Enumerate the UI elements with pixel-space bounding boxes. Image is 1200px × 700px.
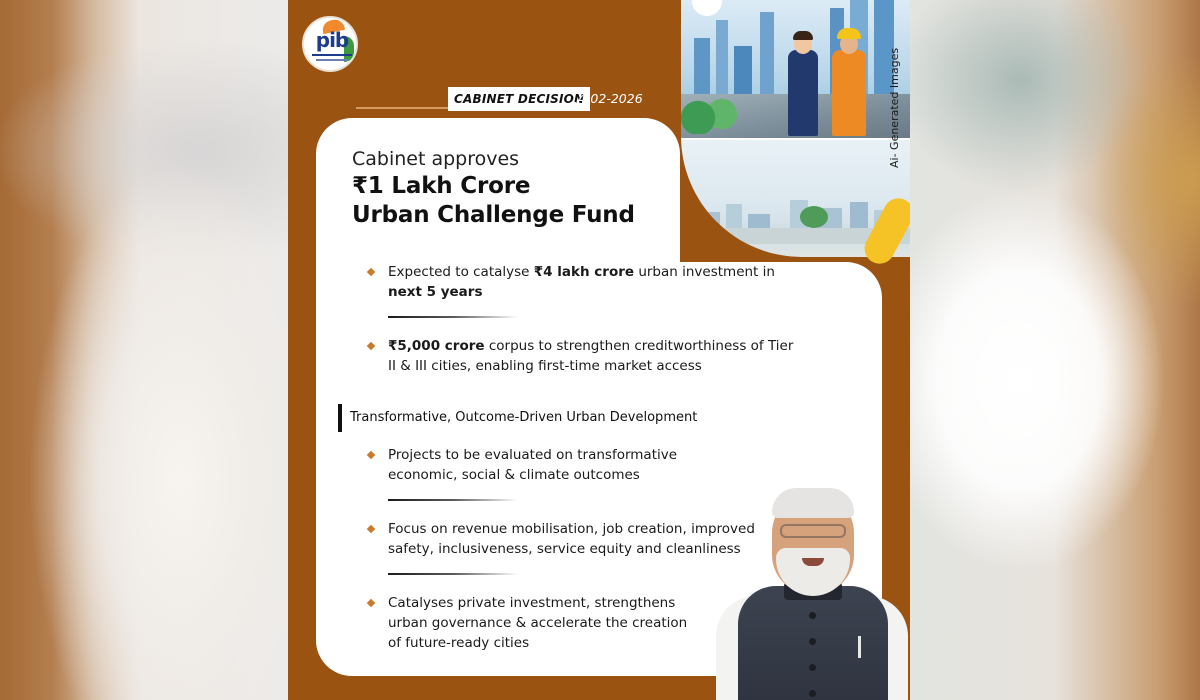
bullet-diamond-icon bbox=[367, 599, 375, 607]
blurred-backdrop-right bbox=[910, 0, 1200, 700]
highlight-item bbox=[366, 262, 796, 302]
vest-button bbox=[809, 690, 816, 697]
bullet-diamond-icon bbox=[367, 451, 375, 459]
cabinet-decision-badge: CABINET DECISION bbox=[448, 87, 590, 111]
separator bbox=[388, 573, 518, 575]
bold-run: ₹4 lakh crore bbox=[533, 264, 635, 280]
item-text: Catalyses private investment, strengthens urban governance & accelerate the creation of future-ready cities bbox=[388, 595, 688, 651]
tree bbox=[800, 206, 828, 228]
vest-button bbox=[809, 664, 816, 671]
ai-city-illustration bbox=[680, 0, 910, 258]
building bbox=[760, 12, 774, 98]
section-item bbox=[366, 445, 696, 485]
bold-run: next 5 years bbox=[388, 284, 483, 300]
text-run: corpus to strengthen creditworthiness of Tier II & III cities, enabling first-time market access bbox=[388, 338, 794, 374]
section-list bbox=[366, 445, 755, 653]
bullet-diamond-icon bbox=[367, 525, 375, 533]
title-prefix: Cabinet approves bbox=[352, 148, 520, 170]
vest-button bbox=[809, 638, 816, 645]
building bbox=[734, 46, 752, 98]
item-text: Projects to be evaluated on transformative economic, social & climate outcomes bbox=[388, 447, 678, 483]
highlight-item bbox=[366, 336, 796, 376]
text-run: Expected to catalyse bbox=[388, 264, 534, 280]
businessman-figure bbox=[788, 50, 818, 136]
portrait-glasses bbox=[780, 524, 846, 538]
separator bbox=[388, 499, 518, 501]
text-run: urban investment in bbox=[634, 264, 775, 280]
illustration-handshake-scene bbox=[680, 0, 910, 138]
title-amount: ₹1 Lakh Crore bbox=[352, 173, 531, 199]
portrait-hair bbox=[772, 488, 854, 518]
badge-rule-line bbox=[356, 107, 448, 109]
logo-subline bbox=[316, 59, 348, 61]
ai-generated-label: Ai- Generated Images bbox=[888, 47, 901, 168]
section-item bbox=[366, 519, 766, 559]
separator bbox=[388, 316, 518, 318]
title-fund-name: Urban Challenge Fund bbox=[352, 202, 635, 228]
decision-date: 14-02-2026 bbox=[570, 91, 643, 106]
blurred-backdrop-left bbox=[0, 0, 290, 700]
highlights-list bbox=[366, 262, 796, 376]
title-block bbox=[352, 146, 635, 230]
pib-logo bbox=[302, 16, 358, 72]
vest-button bbox=[809, 612, 816, 619]
businessman-hair bbox=[793, 31, 813, 40]
building bbox=[716, 20, 728, 98]
worker-figure bbox=[832, 50, 866, 136]
hard-hat bbox=[837, 28, 861, 39]
bullet-diamond-icon bbox=[367, 342, 375, 350]
section-item bbox=[366, 593, 696, 653]
trees bbox=[680, 94, 740, 134]
leader-portrait bbox=[708, 486, 910, 700]
pocket-pen bbox=[858, 636, 861, 658]
cabinet-decision-poster bbox=[288, 0, 910, 700]
logo-underline bbox=[312, 54, 352, 56]
section-heading: Transformative, Outcome-Driven Urban Development bbox=[338, 404, 697, 432]
logo-text: pib bbox=[315, 28, 349, 52]
building bbox=[694, 38, 710, 98]
item-text: Focus on revenue mobilisation, job creation, improved safety, inclusiveness, service equity and cleanliness bbox=[388, 521, 755, 557]
bullet-diamond-icon bbox=[367, 268, 375, 276]
bold-run: ₹5,000 crore bbox=[388, 338, 485, 354]
